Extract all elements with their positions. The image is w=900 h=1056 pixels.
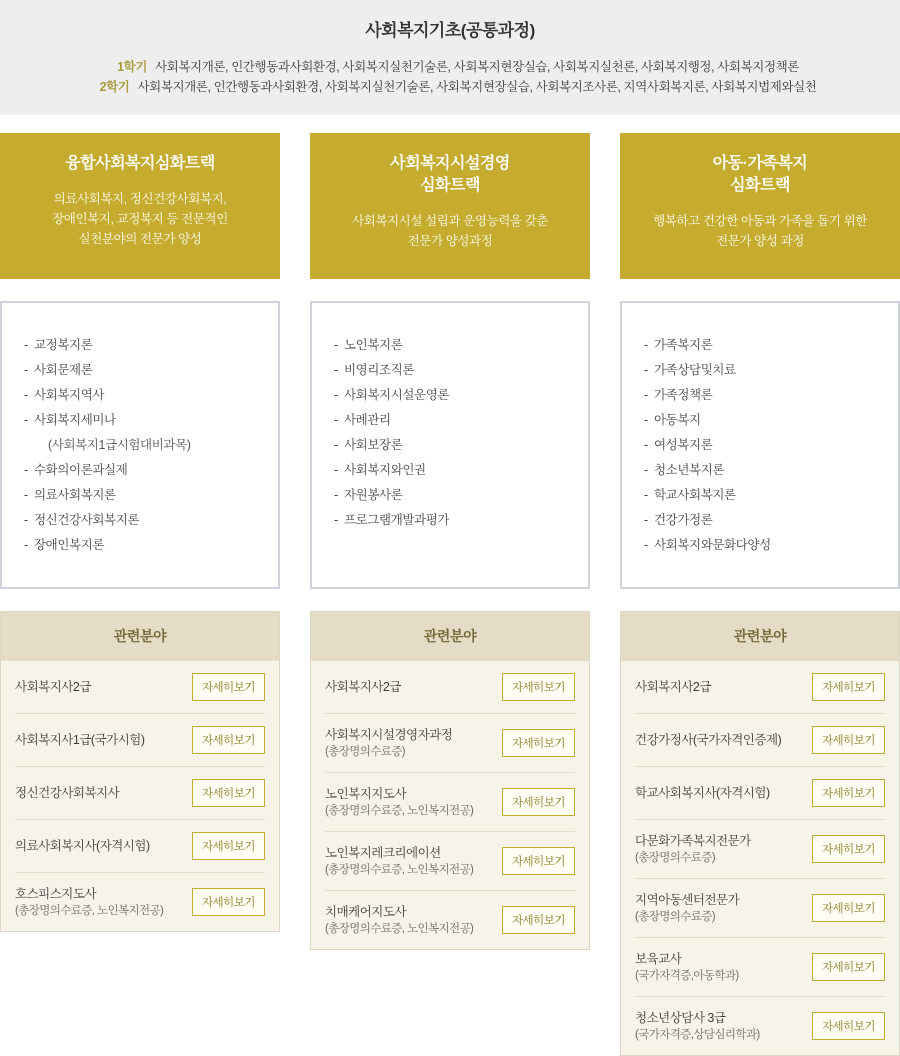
certificate-title: 보육교사	[635, 952, 682, 966]
certificate-note: (총장명의수료증, 노인복지전공)	[325, 864, 474, 876]
dash-icon: -	[644, 363, 648, 377]
subject-item	[334, 433, 566, 458]
certificate-name	[635, 1009, 766, 1043]
view-detail-button[interactable]: 자세히보기	[812, 953, 885, 981]
subject-item	[644, 483, 876, 508]
semester-courses: 사회복지개론, 인간행동과사회환경, 사회복지실천기술론, 사회복지현장실습, 사회복지조사론, 지역사회복지론, 사회복지법제와실천	[137, 80, 817, 94]
view-detail-button[interactable]: 자세히보기	[812, 835, 885, 863]
dash-icon: -	[334, 488, 338, 502]
subject-label: 사례관리	[344, 413, 391, 427]
dash-icon: -	[24, 513, 28, 527]
subject-item	[24, 533, 256, 558]
view-detail-button[interactable]: 자세히보기	[192, 726, 265, 754]
certificate-title: 사회복지사2급	[325, 680, 401, 694]
subject-label: 사회복지와인권	[344, 463, 426, 477]
related-field-title: 관련분야	[621, 612, 899, 661]
certificate-note: (총장명의수료증, 노인복지전공)	[325, 923, 474, 935]
subject-label: 건강가정론	[654, 513, 713, 527]
subject-item	[24, 358, 256, 383]
track-description: 사회복지시설 설립과 운영능력을 갖춘 전문가 양성과정	[351, 214, 549, 248]
view-detail-button[interactable]: 자세히보기	[502, 847, 575, 875]
certificate-title: 지역아동센터전문가	[635, 893, 740, 907]
semester-label: 2학기	[99, 80, 130, 94]
subject-list	[334, 333, 566, 533]
certificate-name	[15, 837, 156, 855]
dash-icon: -	[24, 463, 28, 477]
track-title: 융합사회복지심화트랙	[65, 155, 215, 172]
subject-label: 의료사회복지론	[34, 488, 116, 502]
certificate-name	[325, 903, 479, 937]
certificate-row	[635, 767, 885, 820]
subject-item	[334, 358, 566, 383]
dash-icon: -	[334, 463, 338, 477]
subject-item	[24, 408, 256, 433]
subject-label: 정신건강사회복지론	[34, 513, 140, 527]
subject-list-box-2	[310, 301, 590, 589]
subject-label: 청소년복지론	[654, 463, 725, 477]
certificate-name	[325, 844, 479, 878]
track-card-1	[0, 133, 280, 279]
subject-item	[644, 358, 876, 383]
certificate-row	[635, 879, 885, 938]
track-column-2	[310, 133, 590, 1056]
dash-icon: -	[334, 338, 338, 352]
dash-icon: -	[24, 338, 28, 352]
subject-item	[334, 408, 566, 433]
certificate-name	[325, 726, 458, 760]
dash-icon: -	[334, 388, 338, 402]
certificate-name	[15, 885, 169, 919]
certificate-name	[325, 678, 407, 696]
certificate-note: (총장명의수료증)	[325, 746, 406, 758]
subject-label: 여성복지론	[654, 438, 713, 452]
certificate-title: 정신건강사회복지사	[15, 786, 120, 800]
semester-row-2	[0, 77, 900, 97]
view-detail-button[interactable]: 자세히보기	[812, 779, 885, 807]
subject-item	[334, 383, 566, 408]
subject-item	[334, 483, 566, 508]
certificate-row	[325, 714, 575, 773]
dash-icon: -	[644, 338, 648, 352]
certificate-row	[15, 714, 265, 767]
subject-item	[24, 458, 256, 483]
subject-item: (사회복지1급시험대비과목)	[48, 438, 191, 452]
subject-label: 장애인복지론	[34, 538, 105, 552]
certificate-row	[635, 997, 885, 1055]
related-field-title: 관련분야	[311, 612, 589, 661]
subject-item	[334, 458, 566, 483]
subject-label: 사회복지시설운영론	[344, 388, 450, 402]
subject-item	[24, 333, 256, 358]
subject-item	[644, 383, 876, 408]
subject-label: 사회문제론	[34, 363, 93, 377]
track-title: 사회복지시설경영 심화트랙	[390, 155, 510, 194]
certificate-name	[635, 950, 745, 984]
certificate-title: 청소년상담사 3급	[635, 1011, 726, 1025]
certificate-row	[15, 873, 265, 931]
view-detail-button[interactable]: 자세히보기	[812, 726, 885, 754]
certificate-name	[15, 784, 125, 802]
track-title: 아동·가족복지 심화트랙	[712, 155, 808, 194]
subject-label: 사회복지세미나	[34, 413, 116, 427]
certificate-title: 다문화가족복지전문가	[635, 834, 751, 848]
certificate-list-2	[311, 661, 589, 949]
subject-label: 가족정책론	[654, 388, 713, 402]
dash-icon: -	[644, 413, 648, 427]
subject-list-box-1	[0, 301, 280, 589]
track-card-2	[310, 133, 590, 279]
view-detail-button[interactable]: 자세히보기	[192, 832, 265, 860]
dash-icon: -	[644, 388, 648, 402]
certificate-title: 사회복지사2급	[15, 680, 91, 694]
track-description: 의료사회복지, 정신건강사회복지, 장애인복지, 교정복지 등 전문적인 실천분야의 전문가 양성	[52, 192, 228, 246]
certificate-note: (총장명의수료증, 노인복지전공)	[325, 805, 474, 817]
common-course-header	[0, 0, 900, 115]
certificate-note: (국가자격증,아동학과)	[635, 970, 739, 982]
subject-item	[334, 508, 566, 533]
certificate-name	[15, 678, 97, 696]
certificate-title: 건강가정사(국가자격인증제)	[635, 733, 782, 747]
certificate-row	[15, 820, 265, 873]
certificate-title: 사회복지사1급(국가시험)	[15, 733, 145, 747]
dash-icon: -	[24, 538, 28, 552]
track-description: 행복하고 건강한 아동과 가족을 돕기 위한 전문가 양성 과정	[653, 214, 867, 248]
track-column-3	[620, 133, 900, 1056]
certificate-row	[635, 714, 885, 767]
subject-list	[644, 333, 876, 558]
subject-label: 가족복지론	[654, 338, 713, 352]
certificate-title: 호스피스지도사	[15, 887, 97, 901]
certificate-list-1	[1, 661, 279, 931]
certificate-name	[635, 832, 757, 866]
subject-item	[334, 333, 566, 358]
subject-item	[24, 483, 256, 508]
certificate-note: (국가자격증,상담심리학과)	[635, 1029, 760, 1041]
certificate-note: (총장명의수료증)	[635, 911, 716, 923]
view-detail-button[interactable]: 자세히보기	[192, 888, 265, 916]
view-detail-button[interactable]: 자세히보기	[502, 673, 575, 701]
certificate-name	[325, 785, 479, 819]
track-column-1	[0, 133, 280, 1056]
dash-icon: -	[24, 488, 28, 502]
certificate-name	[635, 678, 717, 696]
subject-label: 수화의이론과실제	[34, 463, 128, 477]
certificate-row	[325, 832, 575, 891]
dash-icon: -	[24, 413, 28, 427]
semester-row-1	[0, 57, 900, 77]
certificate-row	[15, 767, 265, 820]
certificate-note: (총장명의수료증, 노인복지전공)	[15, 905, 164, 917]
subject-label: 아동복지	[654, 413, 701, 427]
subject-item	[644, 458, 876, 483]
certificate-list-3	[621, 661, 899, 1055]
semester-label: 1학기	[117, 60, 147, 74]
view-detail-button[interactable]: 자세히보기	[502, 788, 575, 816]
related-field-title: 관련분야	[1, 612, 279, 661]
certificate-name	[635, 784, 776, 802]
related-field-box-3	[620, 611, 900, 1056]
dash-icon: -	[644, 488, 648, 502]
certificate-name	[635, 731, 787, 749]
dash-icon: -	[334, 438, 338, 452]
dash-icon: -	[24, 388, 28, 402]
subject-label: 노인복지론	[344, 338, 403, 352]
subject-label: 사회복지와문화다양성	[654, 538, 771, 552]
certificate-row	[325, 773, 575, 832]
view-detail-button[interactable]: 자세히보기	[192, 779, 265, 807]
dash-icon: -	[334, 363, 338, 377]
view-detail-button[interactable]: 자세히보기	[812, 894, 885, 922]
view-detail-button[interactable]: 자세히보기	[192, 673, 265, 701]
subject-label: 자원봉사론	[344, 488, 403, 502]
dash-icon: -	[334, 413, 338, 427]
related-field-box-1	[0, 611, 280, 932]
certificate-title: 노인복지레크리에이션	[325, 846, 441, 860]
track-columns	[0, 133, 900, 1056]
certificate-title: 사회복지시설경영자과정	[325, 728, 453, 742]
certificate-row	[635, 661, 885, 714]
certificate-title: 치매케어지도사	[325, 905, 407, 919]
subject-label: 사회복지역사	[34, 388, 105, 402]
certificate-row	[325, 661, 575, 714]
subject-item	[644, 333, 876, 358]
subject-item	[644, 533, 876, 558]
view-detail-button[interactable]: 자세히보기	[812, 673, 885, 701]
certificate-note: (총장명의수료증)	[635, 852, 716, 864]
subject-item	[24, 383, 256, 408]
dash-icon: -	[644, 463, 648, 477]
subject-list-box-3	[620, 301, 900, 589]
track-card-3	[620, 133, 900, 279]
view-detail-button[interactable]: 자세히보기	[502, 729, 575, 757]
certificate-row	[15, 661, 265, 714]
subject-label: 학교사회복지론	[654, 488, 736, 502]
semester-courses: 사회복지개론, 인간행동과사회환경, 사회복지실천기술론, 사회복지현장실습, 사회복지실천론, 사회복지행정, 사회복지정책론	[155, 60, 799, 74]
page-title: 사회복지기초(공통과정)	[365, 21, 535, 40]
certificate-row	[635, 938, 885, 997]
subject-label: 비영리조직론	[344, 363, 415, 377]
view-detail-button[interactable]: 자세히보기	[502, 906, 575, 934]
subject-item	[644, 508, 876, 533]
dash-icon: -	[644, 438, 648, 452]
certificate-name	[15, 731, 151, 749]
subject-label: 가족상담및치료	[654, 363, 736, 377]
certificate-title: 의료사회복지사(자격시험)	[15, 839, 150, 853]
dash-icon: -	[334, 513, 338, 527]
certificate-title: 사회복지사2급	[635, 680, 711, 694]
certificate-row	[635, 820, 885, 879]
view-detail-button[interactable]: 자세히보기	[812, 1012, 885, 1040]
related-field-box-2	[310, 611, 590, 950]
subject-item	[644, 433, 876, 458]
subject-item	[24, 508, 256, 533]
dash-icon: -	[644, 538, 648, 552]
dash-icon: -	[24, 363, 28, 377]
certificate-title: 노인복지지도사	[325, 787, 407, 801]
dash-icon: -	[644, 513, 648, 527]
certificate-row	[325, 891, 575, 949]
certificate-name	[635, 891, 745, 925]
subject-label: 사회보장론	[344, 438, 403, 452]
subject-item	[644, 408, 876, 433]
subject-label: 교정복지론	[34, 338, 93, 352]
subject-list	[24, 333, 256, 558]
subject-label: 프로그램개발과평가	[344, 513, 450, 527]
certificate-title: 학교사회복지사(자격시험)	[635, 786, 770, 800]
